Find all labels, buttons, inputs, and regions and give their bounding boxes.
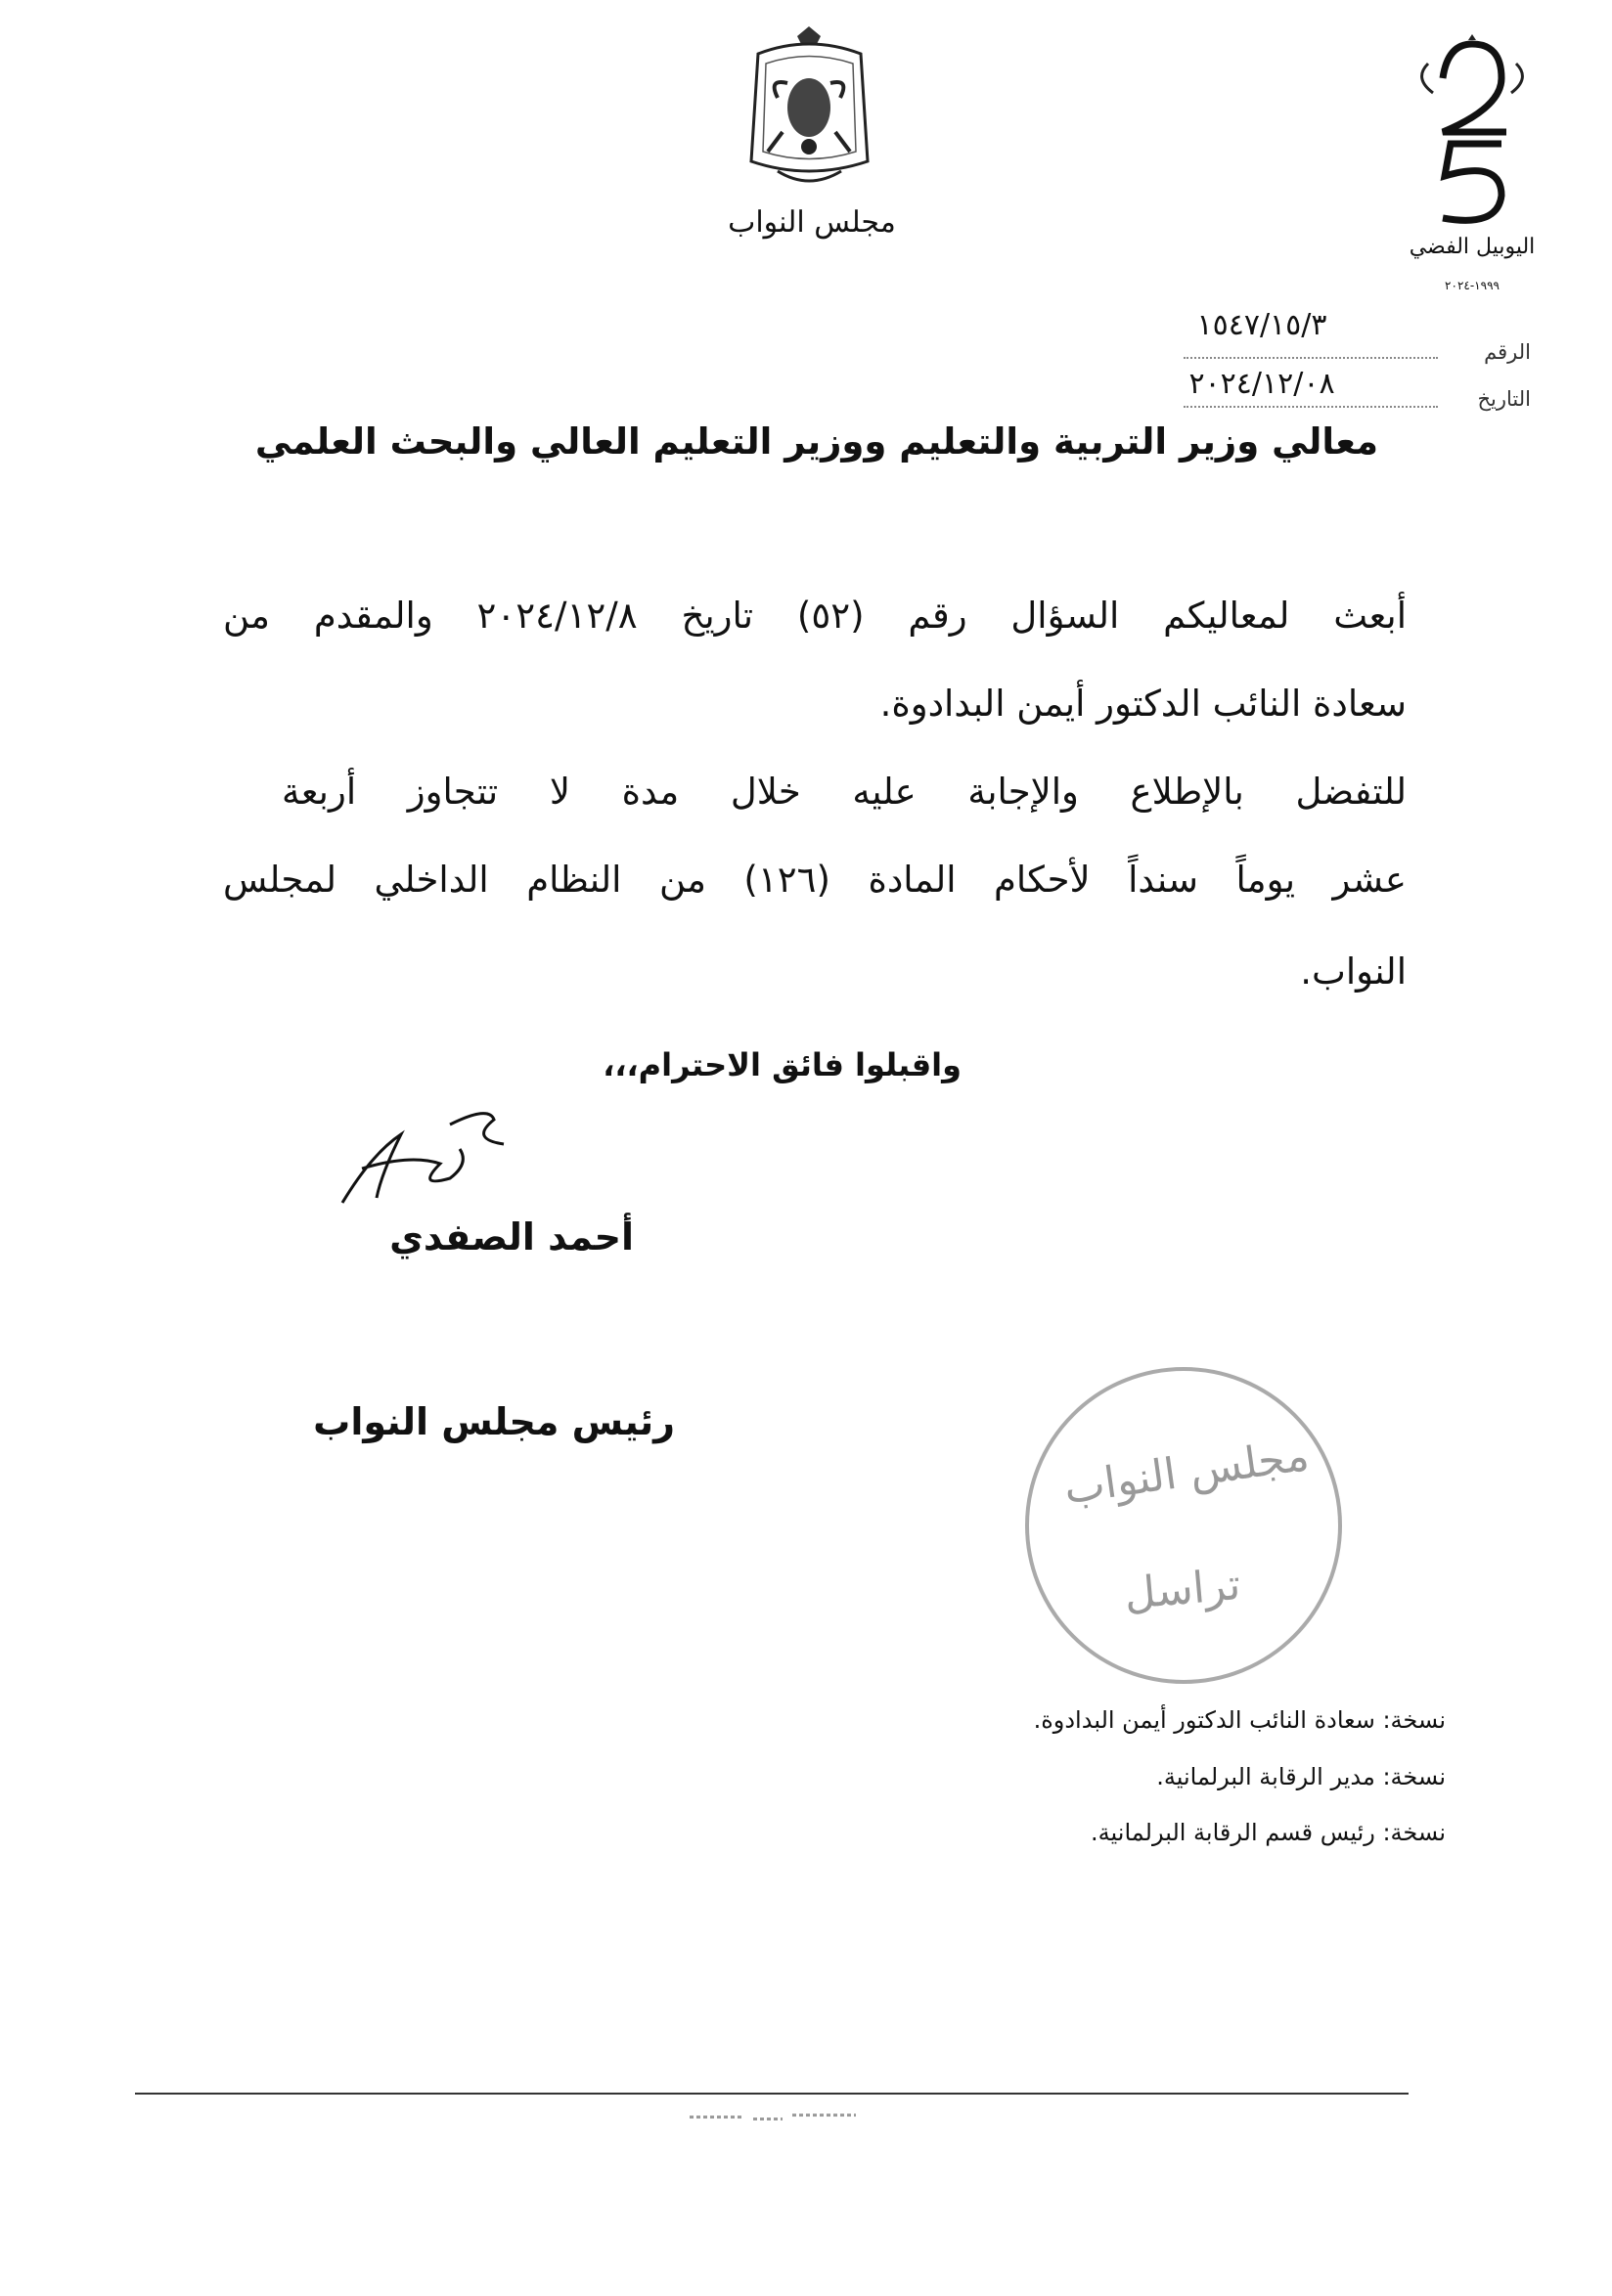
stamp-line2: تراسل	[1122, 1559, 1243, 1620]
reference-number-dotted-line	[1184, 357, 1438, 359]
footer-faint-text	[685, 2110, 861, 2124]
reference-number: ١٥٤٧/١٥/٣	[1196, 308, 1327, 342]
signatory-name: أحمد الصفدي	[389, 1215, 634, 1258]
closing-salutation: واقبلوا فائق الاحترام،،،	[603, 1046, 962, 1083]
stamp-line1: مجلس النواب	[1060, 1430, 1313, 1515]
institution-name: مجلس النواب	[728, 205, 896, 240]
reference-date-label: التاريخ	[1477, 387, 1531, 411]
jubilee-years: ١٩٩٩-٢٠٢٤	[1445, 279, 1500, 292]
signatory-title: رئيس مجلس النواب	[313, 1400, 675, 1443]
silver-jubilee-logo	[1404, 34, 1541, 230]
copy-recipient: نسخة: رئيس قسم الرقابة البرلمانية.	[1091, 1819, 1446, 1846]
body-line: سعادة النائب الدكتور أيمن البدادوة.	[879, 683, 1407, 725]
jubilee-name: اليوبيل الفضي	[1409, 235, 1536, 259]
recipient-heading: معالي وزير التربية والتعليم ووزير التعليم العالي والبحث العلمي	[254, 420, 1379, 463]
copy-recipient: نسخة: سعادة النائب الدكتور أيمن البدادوة.	[1033, 1706, 1446, 1734]
body-line: النواب.	[1300, 950, 1407, 993]
reference-date-dotted-line	[1184, 406, 1438, 408]
reference-number-label: الرقم	[1484, 340, 1531, 364]
handwritten-signature	[323, 1095, 518, 1213]
reference-date: ٢٠٢٤/١٢/٠٨	[1188, 367, 1335, 401]
body-line: عشر يوماً سنداً لأحكام المادة (١٢٦) من النظام الداخلي لمجلس	[223, 859, 1407, 901]
body-line: أبعث لمعاليكم السؤال رقم (٥٢) تاريخ ٢٠٢٤/١٢/٨ والمقدم من	[223, 595, 1407, 637]
official-stamp	[1022, 1364, 1345, 1687]
body-line: للتفضل بالإطلاع والإجابة عليه خلال مدة لا تتجاوز أربعة	[282, 771, 1407, 813]
coat-of-arms-logo	[739, 24, 880, 200]
footer-divider	[135, 2093, 1409, 2095]
copy-recipient: نسخة: مدير الرقابة البرلمانية.	[1156, 1763, 1446, 1790]
